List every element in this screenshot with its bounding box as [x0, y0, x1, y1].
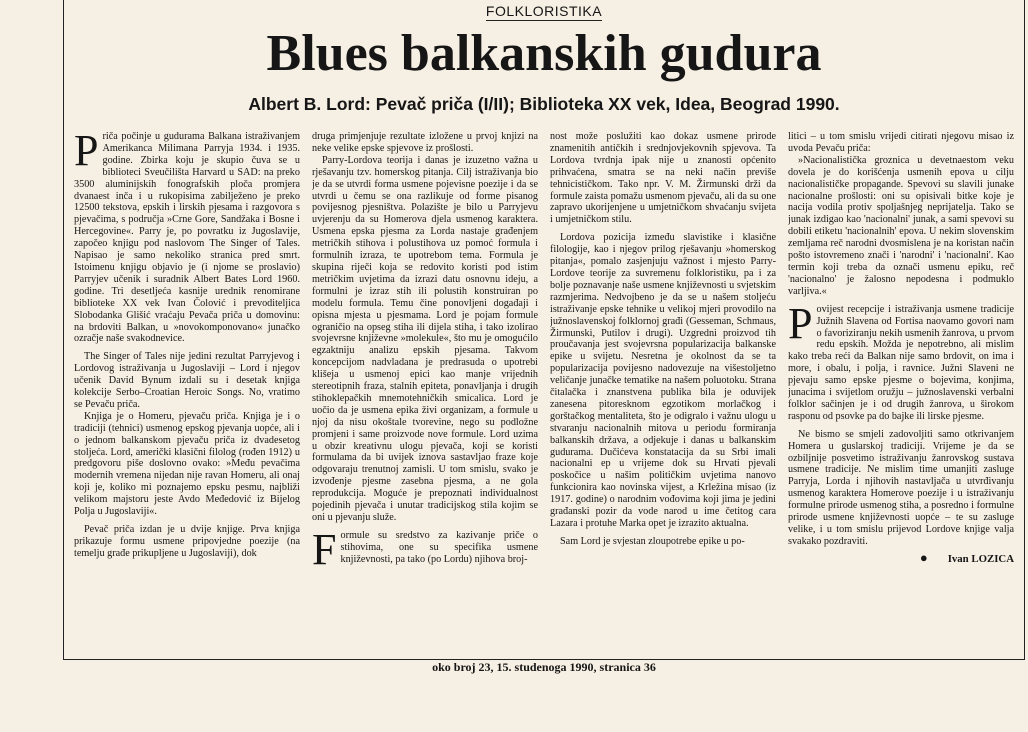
paragraph-text: ovijest recepcije i istraživanja usmene tradicije Južnih Slavena od Fortisa naovamo govori nam o favoriziranju nekih usmenih žanrova, u prvom redu epskih. Možda je nepotrebno, ali mislim kako treba reći da Balkan nije samo brdovit, on ima i more, i obalu, i polja, i ravnice. Južni Slaveni ne pjevaju samo epske pjesme o bojevima, konjima, junacima i svijetlom oružju – južnoslavenski verbalni folklor sačinjen je i od drugih žanrova, u širokom rasponu od psovke pa do bajke ili lirske pjesme. — [788, 303, 1014, 422]
article-title: Blues balkanskih gudura — [266, 25, 822, 82]
author-name: Ivan LOZICA — [947, 552, 1014, 565]
drop-cap: F — [312, 524, 337, 574]
paragraph: Knjiga je o Homeru, pjevaču priča. Knjiga je i o tradiciji (tehnici) usmenog epskog pjevanja uopće, ali i o jednom balkanskom pjevaču priča iz dvadesetog stoljeća. Lord, američki klasični filolog (rođen 1912) u predgovoru piše doslovno ovako: »Među pevačima modernih vremena nijedan nije ravan Homeru, ali onaj koji je, koliko mi poznajemo epsku pesmu, najbliži velikom majstoru jeste Avdo Međedović iz Bijelog Polja u Jugoslaviji«. — [74, 410, 300, 518]
drop-cap: P — [74, 131, 99, 175]
paragraph — [788, 298, 1014, 423]
section-label — [64, 3, 1024, 19]
paragraph: druga primjenjuje rezultate izložene u prvoj knjizi na neke velike epske spjevove iz prošlosti. — [312, 131, 538, 154]
page-footer: oko broj 23, 15. studenoga 1990, stranica 36 — [432, 660, 656, 674]
paragraph: litici – u tom smislu vrijedi citirati njegovu misao iz uvoda Pevaču priča: — [788, 131, 1014, 154]
paragraph: The Singer of Tales nije jedini rezultat Parryjevog i Lordovog istraživanja u Jugoslaviji – Lord i njegov učenik David Bynum izdali su i desetak knjiga kolekcije Serbo–Croatian Heroic Songs. No, vratimo se Pevaču priča. — [74, 351, 300, 410]
drop-cap: P — [788, 298, 813, 348]
signature — [788, 549, 1014, 566]
paragraph — [74, 131, 300, 345]
article-subtitle: Albert B. Lord: Pevač priča (I/II); Biblioteka XX vek, Idea, Beograd 1990. — [248, 94, 840, 114]
column-1 — [74, 131, 300, 653]
article-frame — [63, 0, 1025, 660]
paragraph: Lordova pozicija između slavistike i klasične filologije, kao i njegov prilog rješavanju »homerskog pitanja«, pomalo zasjenjuju važnost i mjesto Parry-Lordove teorije za suvremenu folkloristiku, pa i za bolje poznavanje naše usmene književnosti u svjetskim razmjerima. Nedvojbeno je da se u našem stoljeću istraživanje epske tehnike u velikoj mjeri provodilo na južnoslavenskoj folklornoj građi (Gesseman, Schmaus, Žirmunski, Putilov i drugi). Uzgredni proizvod tih proučavanja jest svojevrsna popularizacija balkanske epike u svijetu. Nesretna je okolnost da se ta popularizacija povijesno nadovezuje na višestoljetno veličanje junačke tematike na našem poluotoku. Strana čitalačka i znanstvena publika bila je oduvijek zanesena pitoresknom egzotikom morlačkog i gorštačkog mentaliteta, što je odigralo i važnu ulogu u stvaranju nacionalnih mitova u periodu formiranja balkanskih država, a odjekuje i danas u balkanskim gudurama. Dučićeva konstatacija da su Srbi imali nacionalni ep u vrijeme dok su Hrvati pjevali poskočice u našim političkim uvjetima nanovo funkcionira kao novinska vijest, a Krležina misao (iz 1917. godine) o narodnim vođovima koji jima je jedini građanski pozir da vode narod u ime četitog cara Lazara i protuhe Marka opet je izrazito aktualna. — [550, 232, 776, 529]
column-3 — [550, 131, 776, 653]
paragraph: Pevač priča izdan je u dvije knjige. Prva knjiga prikazuje formu usmene pripovjedne poezije (na temelju građe prikupljene u Jugoslaviji), dok — [74, 524, 300, 559]
paragraph: Parry-Lordova teorija i danas je izuzetno važna u rješavanju tzv. homerskog pitanja. Cilj istraživanja bio je da se utvrdi forma usmene pojevisne poezije i da se utvrdi u čemu se ona razlikuje od forme pisanog povijesnog pjesništva. Polazište je bilo u Parryjevu uvjerenju da su Homerova djela usmenog karaktera. Usmena epska pjesma za Lorda nastaje građenjem metričkih stihova i polustihova uz pomoć formula i formulnih izraza, te upotrebom tema. Formula je skupina riječi koja se redovito koristi pod istim metričkim uvjetima da izrazi datu osnovnu ideju, a formulni je izraz stih ili polustih konstruiran po modelu formula. Temu čine ponovljeni događaji i opisna mjesta u pjesmama. Lord je pojam formule ograničio na opseg stiha ili dijela stiha, i tako izolirao svojevrsne književne »molekule«, što mu je omogućilo egzaktniju analizu epskih pjesama. Takvom koncepcijom nadvladana je predrasuda o upotrebi klišeja u usmenoj epici kao manje vrijednih stereotipnih fraza, stalnih epiteta, ponavljanja i drugih stihoklepačkih mnemotehničkih smicalica. Lord je uočio da je usmena epika živi organizam, a formule u njoj da nisu okoštale tvorevine, nego su podložne promjeni i same proizvode nove formule. Lord uzima u obzir kreativnu ulogu pjevača, koji se koristi formulama da bi uvijek iznova sastavljao fraze koje odgovaraju trenutnoj zamisli. U tom smislu, svako je izvođenje pjesme zasebna pjesma, a ne gola reprodukcija. Moguće je prepoznati individualnost pojedinih pjevača i unutar tradicijskog stila kojim se oni u pjevanju služe. — [312, 154, 538, 523]
section-text: FOLKLORISTIKA — [485, 3, 603, 19]
paragraph: »Nacionalistička groznica u devetnaestom veku dovela je do korišćenja usmenih epova u cilju nacionalističke propagande. Spevovi su slavili junake nacionalne prošlosti: oni su opisivali bitke koje je nacija vodila protiv spoljašnjeg neprijatelja. Tako se junak izdigao kao 'nacionalni' junak, a sami spevovi su dobili etiketu 'nacionalnih' epova. U nekim slovenskim zemljama reč narodni dvosmislena je na koristan način pošto istovremeno znači i 'narodni' i 'nacionalni'. Kao termin koji treba da označi usmenu epiku, reč 'nacionalno' je žalosno nepodesna i podmuklo varljiva.« — [788, 154, 1014, 297]
paragraph-text: riča počinje u gudurama Balkana istraživanjem Amerikanca Milimana Parryja 1934. i 1935. godine. Zbirka koju je skupio čuva se u biblioteci Sveučilišta Harvard u SAD: na preko 3500 aluminijskih fonografskih ploča promjera dvanaest inča i u rukopisima zabilježeno je preko 12500 tekstova, epskih i lirskih pjesama i razgovora s pjevačima, s područja »Crne Gore, Sandžaka i Bosne i Hercegovine«. Parry je, po povratku iz Jugoslavije, započeo knjigu pod naslovom The Singer of Tales. Napisao je samo nekoliko stranica pred smrt. Istoimenu knjigu objavio je (i njome se proslavio) Parryjev učenik i suradnik Albert Bates Lord 1960. godine. Tri desetljeća kasnije urednik renomirane biblioteke XX vek Ivan Čolović i prevoditeljica Slobodanka Glišić vraćaju Pevača priča u domovinu: na brdoviti Balkan, u »novokomponovano« junačko ozračje naše svakodnevice. — [74, 131, 300, 345]
paragraph: nost može poslužiti kao dokaz usmene prirode znamenitih antičkih i srednjovjekovnih spjevova. Ta Lordova tvrdnja ipak nije u znanosti općenito prihvaćena, smatra se na neki način previše tehnicističkom. Tako npr. V. M. Žirmunski drži da formule zaista pomažu usmenom pjevaču, ali da su one zapravo ukorijenjene u umjetničkom shvaćanju svijeta i umjetničkom stilu. — [550, 131, 776, 226]
paragraph-text: ormule su sredstvo za kazivanje priče o stihovima, one su specifika usmene književnosti, pa tako (po Lordu) njihova broj- — [340, 529, 538, 565]
column-4 — [788, 131, 1014, 653]
paragraph: Sam Lord je svjestan zloupotrebe epike u po- — [560, 535, 745, 547]
paragraph — [312, 524, 538, 574]
article-columns — [74, 131, 1014, 653]
paragraph: Ne bismo se smjeli zadovoljiti samo otkrivanjem Homera u guslarskoj tradiciji. Vrijeme je da se ozbiljnije posvetimo istraživanju žanrovskog sustava usmene tradicije. Ne mislim time umanjiti zasluge Parryja, Lorda i njihovih nastavljača u utvrđivanju usmenog karaktera Homerove poezije i u istraživanju formulne prirode usmenog stiha, a posredno i formulne prirode usmene književnosti uopće – te su zasluge velike, i u tom smislu prijevod Lordove knjige valja svakako pozdraviti. — [788, 428, 1014, 547]
column-2 — [312, 131, 538, 653]
end-mark: ● — [919, 549, 928, 565]
